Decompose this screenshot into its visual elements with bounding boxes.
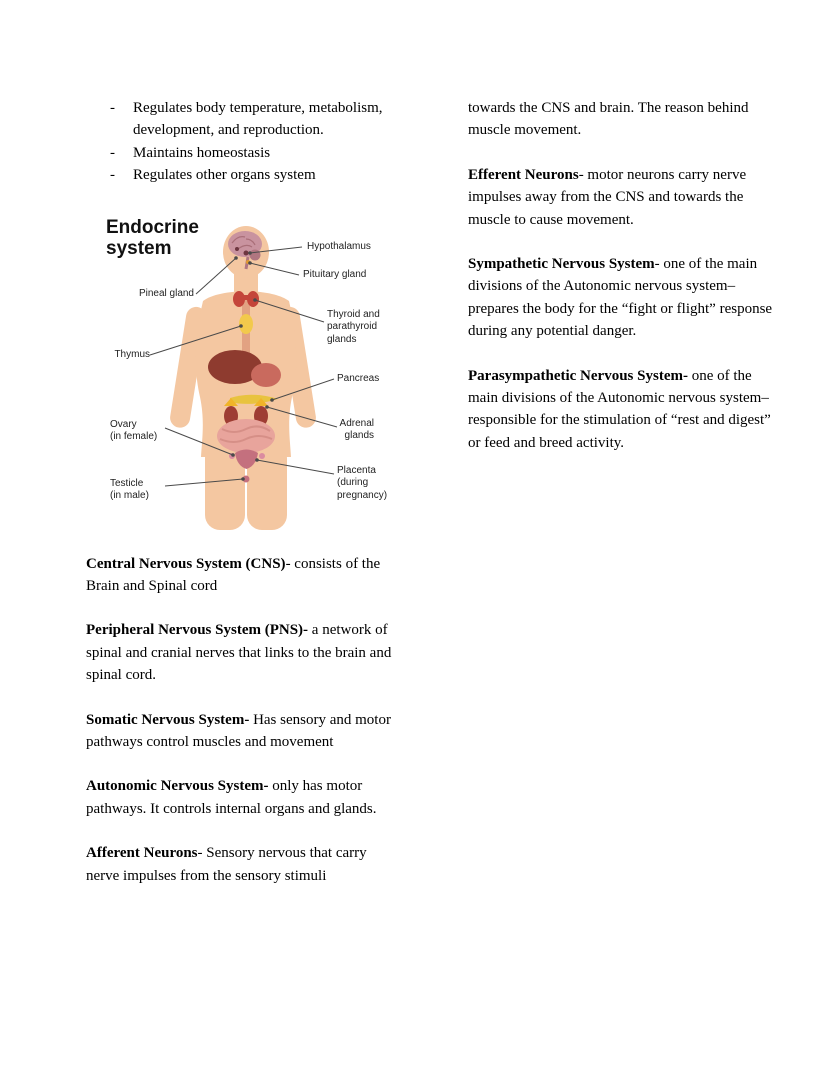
term-bold: Somatic Nervous System-: [86, 711, 250, 728]
definition-text: towards the CNS and brain. The reason behind muscle movement.: [468, 100, 749, 139]
definition-text: one of the main divisions of the Autonomic nervous system– responsible for the stimulation of “rest and digest” or feed and breed activity.: [468, 367, 771, 451]
bullet-dash: -: [110, 167, 115, 184]
definition-cns: [86, 553, 400, 598]
label-thyroid: Thyroid and parathyroid glands: [327, 308, 380, 345]
term-bold: Parasympathetic Nervous System-: [468, 367, 688, 384]
definition-text: - Sensory nervous that carry nerve impulses from the sensory stimuli: [86, 845, 367, 884]
bullet-text: Maintains homeostasis: [133, 144, 271, 161]
definition-sympathetic: [468, 253, 780, 343]
term-bold: Peripheral Nervous System (PNS)-: [86, 622, 309, 639]
pineal-illustration: [235, 247, 239, 251]
label-adrenal-glands: Adrenal glands: [339, 417, 374, 442]
right-column: [468, 97, 780, 476]
term-bold: Efferent Neurons: [468, 166, 579, 183]
label-placenta: Placenta (during pregnancy): [337, 464, 388, 501]
hypothalamus-illustration: [244, 250, 249, 255]
stomach-illustration: [251, 363, 281, 387]
definition-somatic: [86, 709, 400, 754]
list-item: [86, 164, 400, 186]
definition-pns: [86, 619, 400, 686]
ovary-right-illustration: [259, 453, 265, 459]
term-bold: Autonomic Nervous System-: [86, 778, 269, 795]
definition-text: - consists of the Brain and Spinal cord: [86, 555, 381, 595]
label-testicle: Testicle (in male): [110, 477, 149, 502]
bullet-list: [86, 97, 400, 187]
list-item: [86, 142, 400, 164]
definition-afferent: [86, 842, 400, 887]
term-bold: Central Nervous System (CNS): [86, 555, 286, 572]
definition-text: Has sensory and motor pathways control muscles and movement: [86, 711, 391, 751]
endocrine-system-diagram: [86, 215, 400, 530]
bullet-dash: -: [110, 144, 115, 161]
diagram-title-line: Endocrine: [106, 216, 199, 238]
left-column: [86, 97, 400, 909]
continuation-paragraph: [468, 97, 780, 142]
label-hypothalamus: Hypothalamus: [307, 240, 371, 252]
definition-parasympathetic: [468, 365, 780, 455]
diagram-title: [106, 217, 199, 259]
bullet-text: Regulates body temperature, metabolism, development, and reproduction.: [133, 100, 383, 139]
bullet-text: Regulates other organs system: [133, 167, 316, 184]
definition-efferent: [468, 164, 780, 231]
definition-text: only has motor pathways. It controls internal organs and glands.: [86, 778, 377, 817]
term-bold: Afferent Neurons: [86, 845, 198, 862]
label-pancreas: Pancreas: [337, 372, 380, 384]
thymus-illustration: [239, 314, 253, 334]
term-bold: Sympathetic Nervous System: [468, 256, 655, 273]
diagram-title-line: system: [106, 237, 172, 259]
label-pineal-gland: Pineal gland: [138, 287, 194, 299]
label-pituitary-gland: Pituitary gland: [303, 268, 367, 280]
label-thymus: Thymus: [114, 348, 150, 360]
definition-autonomic: [86, 775, 400, 820]
definition-text: - one of the main divisions of the Autonomic nervous system– prepares the body for the “fight or flight” response during any potential danger.: [468, 256, 773, 340]
definition-text: - motor neurons carry nerve impulses away from the CNS and towards the muscle to cause movement.: [468, 166, 747, 228]
bullet-dash: -: [110, 100, 115, 116]
list-item: [86, 97, 400, 142]
intestine-illustration: [217, 419, 275, 453]
label-ovary: Ovary (in female): [110, 418, 158, 443]
definition-text: a network of spinal and cranial nerves that links to the brain and spinal cord.: [86, 622, 392, 684]
